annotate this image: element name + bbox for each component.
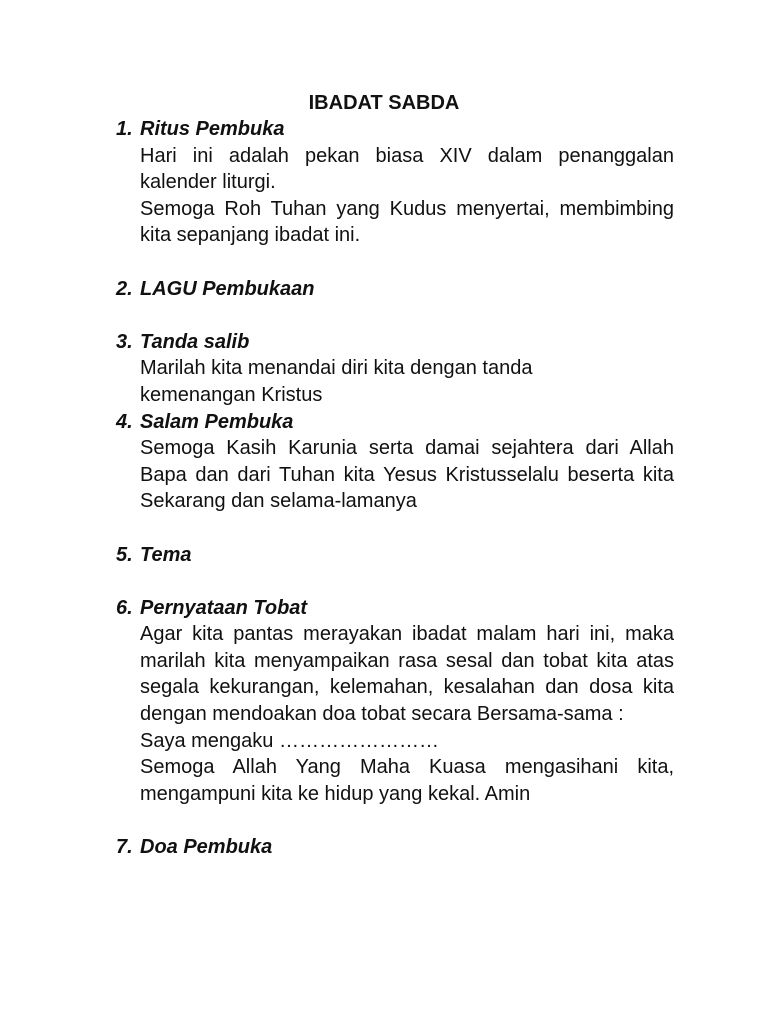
section-title: Salam Pembuka — [140, 410, 294, 433]
section-text — [140, 621, 674, 807]
section-number: 5. — [116, 543, 133, 566]
section-lagu-pembukaan — [116, 276, 674, 303]
section-pernyataan-tobat — [116, 595, 674, 808]
section-doa-pembuka — [116, 834, 674, 861]
section-heading — [116, 276, 674, 303]
section-title: Tema — [140, 543, 192, 566]
section-title: Pernyataan Tobat — [140, 596, 308, 619]
section-text — [140, 435, 674, 515]
section-tanda-salib — [116, 329, 674, 409]
section-heading — [116, 834, 674, 861]
section-number: 4. — [116, 410, 133, 433]
section-heading — [116, 595, 674, 622]
section-heading — [116, 116, 674, 143]
paragraph: Semoga Allah Yang Maha Kuasa mengasihani kita, mengampuni kita ke hidup yang kekal. Amin — [140, 756, 674, 805]
document-body — [116, 116, 674, 861]
section-number: 6. — [116, 596, 133, 619]
section-number: 3. — [116, 330, 133, 353]
section-title: LAGU Pembukaan — [140, 277, 315, 300]
section-salam-pembuka — [116, 409, 674, 515]
section-title: Tanda salib — [140, 330, 250, 353]
section-tema — [116, 542, 674, 569]
section-number: 1. — [116, 118, 133, 140]
section-heading — [116, 542, 674, 569]
paragraph: Agar kita pantas merayakan ibadat malam hari ini, maka marilah kita menyampaikan rasa sesal dan tobat kita atas segala kekurangan, kelemahan, kesalahan dan dosa kita dengan mendoakan doa tobat secara Bersama-sama : — [140, 623, 674, 726]
section-number: 7. — [116, 836, 133, 859]
section-title: Ritus Pembuka — [140, 118, 285, 140]
paragraph: Saya mengaku …………………… — [140, 729, 439, 752]
document-title: IBADAT SABDA — [308, 92, 460, 114]
section-title: Doa Pembuka — [140, 836, 273, 859]
section-ritus-pembuka — [116, 116, 674, 249]
section-text — [140, 355, 674, 408]
section-heading — [116, 409, 674, 436]
paragraph: Semoga Roh Tuhan yang Kudus menyertai, membimbing kita sepanjang ibadat ini. — [140, 197, 674, 247]
paragraph: Marilah kita menandai diri kita dengan tanda kemenangan Kristus — [140, 357, 533, 406]
section-number: 2. — [116, 277, 133, 300]
section-heading — [116, 329, 674, 356]
paragraph: Hari ini adalah pekan biasa XIV dalam penanggalan kalender liturgi. — [140, 144, 674, 194]
section-text — [140, 143, 674, 249]
paragraph: Semoga Kasih Karunia serta damai sejahtera dari Allah Bapa dan dari Tuhan kita Yesus Kristusselalu beserta kita Sekarang dan selama-lamanya — [140, 437, 674, 513]
